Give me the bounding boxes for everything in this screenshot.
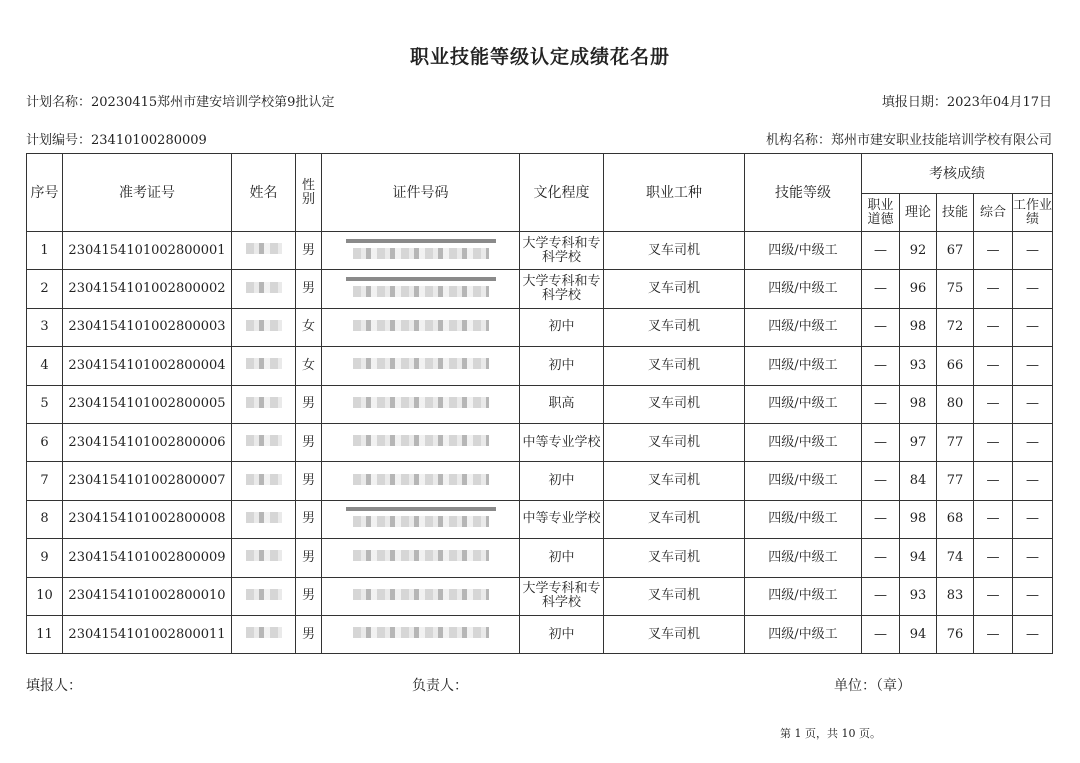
- cell-theory-score: 93: [900, 577, 937, 615]
- cell-theory-score: 96: [900, 270, 937, 308]
- redacted-name: [246, 550, 282, 561]
- header-exam-no: 准考证号: [63, 154, 232, 232]
- cell-name: [232, 423, 296, 461]
- cell-id-no: [322, 423, 520, 461]
- cell-name: [232, 500, 296, 538]
- cell-theory-score: 98: [900, 308, 937, 346]
- cell-ethics-score: —: [862, 462, 900, 500]
- table-row: [27, 232, 1053, 270]
- fill-date-value: 2023年04月17日: [946, 95, 1052, 110]
- table-row: [27, 385, 1053, 423]
- cell-gender: 男: [296, 270, 322, 308]
- cell-skill-score: 77: [937, 462, 974, 500]
- cell-skill-score: 83: [937, 577, 974, 615]
- footer-reporter: 填报人：: [26, 678, 82, 694]
- cell-ethics-score: —: [862, 500, 900, 538]
- cell-education: 初中: [520, 462, 604, 500]
- cell-comprehensive-score: —: [974, 500, 1013, 538]
- cell-name: [232, 615, 296, 653]
- table-row: [27, 308, 1053, 346]
- redacted-name: [246, 435, 282, 446]
- cell-occupation: 叉车司机: [604, 539, 745, 577]
- cell-seq: 5: [27, 385, 63, 423]
- cell-exam-no: 2304154101002800004: [63, 347, 232, 385]
- cell-education: 初中: [520, 308, 604, 346]
- redacted-id-number: [353, 550, 489, 561]
- header-education: 文化程度: [520, 154, 604, 232]
- cell-occupation: 叉车司机: [604, 308, 745, 346]
- cell-ethics-score: —: [862, 423, 900, 461]
- cell-seq: 11: [27, 615, 63, 653]
- cell-work-score: —: [1013, 539, 1053, 577]
- cell-occupation: 叉车司机: [604, 270, 745, 308]
- redacted-name: [246, 397, 282, 408]
- plan-name-label: 计划名称：: [26, 95, 92, 110]
- header-name: 姓名: [232, 154, 296, 232]
- cell-occupation: 叉车司机: [604, 232, 745, 270]
- cell-name: [232, 462, 296, 500]
- cell-skill-score: 80: [937, 385, 974, 423]
- cell-occupation: 叉车司机: [604, 423, 745, 461]
- table-row: [27, 577, 1053, 615]
- cell-skill-level: 四级/中级工: [745, 615, 862, 653]
- redacted-id-number: [353, 435, 489, 446]
- cell-comprehensive-score: —: [974, 347, 1013, 385]
- header-scores-group: 考核成绩: [862, 154, 1053, 194]
- cell-education: 中等专业学校: [520, 423, 604, 461]
- cell-theory-score: 94: [900, 539, 937, 577]
- header-seq: 序号: [27, 154, 63, 232]
- score-roster-table: [26, 153, 1053, 654]
- header-occupation: 职业工种: [604, 154, 745, 232]
- redacted-id-number: [353, 248, 489, 259]
- cell-id-no: [322, 270, 520, 308]
- cell-theory-score: 92: [900, 232, 937, 270]
- cell-exam-no: 2304154101002800009: [63, 539, 232, 577]
- cell-seq: 2: [27, 270, 63, 308]
- cell-work-score: —: [1013, 577, 1053, 615]
- cell-comprehensive-score: —: [974, 308, 1013, 346]
- redacted-name: [246, 474, 282, 485]
- cell-skill-score: 74: [937, 539, 974, 577]
- cell-comprehensive-score: —: [974, 539, 1013, 577]
- cell-gender: 女: [296, 347, 322, 385]
- cell-id-no: [322, 577, 520, 615]
- redacted-name: [246, 243, 282, 254]
- cell-skill-level: 四级/中级工: [745, 270, 862, 308]
- cell-skill-level: 四级/中级工: [745, 423, 862, 461]
- cell-education: 大学专科和专科学校: [520, 577, 604, 615]
- cell-theory-score: 98: [900, 500, 937, 538]
- cell-skill-level: 四级/中级工: [745, 385, 862, 423]
- cell-seq: 3: [27, 308, 63, 346]
- redacted-id-number: [353, 516, 489, 527]
- cell-gender: 男: [296, 232, 322, 270]
- cell-theory-score: 94: [900, 615, 937, 653]
- cell-skill-score: 67: [937, 232, 974, 270]
- table-row: [27, 347, 1053, 385]
- cell-skill-score: 68: [937, 500, 974, 538]
- redacted-id-number: [353, 320, 489, 331]
- header-ethics: 职业道德: [862, 194, 900, 232]
- cell-education: 初中: [520, 615, 604, 653]
- cell-work-score: —: [1013, 615, 1053, 653]
- cell-gender: 女: [296, 308, 322, 346]
- cell-gender: 男: [296, 385, 322, 423]
- cell-gender: 男: [296, 577, 322, 615]
- cell-theory-score: 84: [900, 462, 937, 500]
- header-skill: 技能: [937, 194, 974, 232]
- cell-skill-level: 四级/中级工: [745, 539, 862, 577]
- cell-skill-level: 四级/中级工: [745, 308, 862, 346]
- cell-exam-no: 2304154101002800002: [63, 270, 232, 308]
- footer-responsible: 负责人：: [412, 678, 468, 694]
- cell-ethics-score: —: [862, 577, 900, 615]
- cell-id-no: [322, 500, 520, 538]
- cell-name: [232, 232, 296, 270]
- cell-skill-score: 66: [937, 347, 974, 385]
- header-theory: 理论: [900, 194, 937, 232]
- cell-id-no: [322, 308, 520, 346]
- cell-seq: 10: [27, 577, 63, 615]
- table-row: [27, 539, 1053, 577]
- table-row: [27, 500, 1053, 538]
- cell-skill-level: 四级/中级工: [745, 577, 862, 615]
- cell-comprehensive-score: —: [974, 615, 1013, 653]
- cell-theory-score: 98: [900, 385, 937, 423]
- cell-gender: 男: [296, 462, 322, 500]
- redaction-bar: [346, 507, 496, 511]
- cell-work-score: —: [1013, 462, 1053, 500]
- institution: [766, 129, 1052, 148]
- institution-value: 郑州市建安职业技能培训学校有限公司: [830, 133, 1052, 148]
- cell-skill-score: 72: [937, 308, 974, 346]
- cell-id-no: [322, 347, 520, 385]
- cell-ethics-score: —: [862, 615, 900, 653]
- table-row: [27, 462, 1053, 500]
- cell-seq: 8: [27, 500, 63, 538]
- cell-gender: 男: [296, 539, 322, 577]
- cell-gender: 男: [296, 423, 322, 461]
- cell-work-score: —: [1013, 385, 1053, 423]
- cell-id-no: [322, 539, 520, 577]
- cell-id-no: [322, 462, 520, 500]
- cell-skill-level: 四级/中级工: [745, 232, 862, 270]
- fill-date: [882, 91, 1052, 110]
- institution-label: 机构名称：: [765, 133, 831, 148]
- header-gender: 性别: [296, 154, 322, 232]
- plan-number-value: 23410100280009: [91, 133, 207, 148]
- cell-gender: 男: [296, 500, 322, 538]
- cell-id-no: [322, 232, 520, 270]
- cell-comprehensive-score: —: [974, 385, 1013, 423]
- cell-education: 职高: [520, 385, 604, 423]
- cell-id-no: [322, 385, 520, 423]
- cell-exam-no: 2304154101002800001: [63, 232, 232, 270]
- cell-exam-no: 2304154101002800006: [63, 423, 232, 461]
- cell-ethics-score: —: [862, 232, 900, 270]
- cell-name: [232, 270, 296, 308]
- plan-number-label: 计划编号：: [26, 133, 92, 148]
- footer-unit-stamp: 单位：（章）: [834, 678, 911, 694]
- redacted-id-number: [353, 286, 489, 297]
- cell-ethics-score: —: [862, 347, 900, 385]
- cell-id-no: [322, 615, 520, 653]
- redacted-id-number: [353, 589, 489, 600]
- cell-comprehensive-score: —: [974, 577, 1013, 615]
- header-work-performance: 工作业绩: [1013, 194, 1053, 232]
- cell-occupation: 叉车司机: [604, 385, 745, 423]
- redacted-id-number: [353, 627, 489, 638]
- cell-name: [232, 347, 296, 385]
- header-id-no: 证件号码: [322, 154, 520, 232]
- cell-occupation: 叉车司机: [604, 462, 745, 500]
- cell-name: [232, 308, 296, 346]
- plan-name-value: 20230415郑州市建安培训学校第9批认定: [91, 95, 335, 110]
- cell-exam-no: 2304154101002800007: [63, 462, 232, 500]
- cell-education: 大学专科和专科学校: [520, 270, 604, 308]
- cell-exam-no: 2304154101002800008: [63, 500, 232, 538]
- cell-comprehensive-score: —: [974, 270, 1013, 308]
- cell-theory-score: 93: [900, 347, 937, 385]
- cell-work-score: —: [1013, 232, 1053, 270]
- cell-name: [232, 577, 296, 615]
- cell-seq: 4: [27, 347, 63, 385]
- header-comprehensive: 综合: [974, 194, 1013, 232]
- redacted-id-number: [353, 474, 489, 485]
- cell-ethics-score: —: [862, 308, 900, 346]
- cell-occupation: 叉车司机: [604, 347, 745, 385]
- cell-ethics-score: —: [862, 385, 900, 423]
- cell-ethics-score: —: [862, 270, 900, 308]
- document-title: 职业技能等级认定成绩花名册: [409, 46, 670, 68]
- cell-seq: 9: [27, 539, 63, 577]
- cell-gender: 男: [296, 615, 322, 653]
- cell-exam-no: 2304154101002800005: [63, 385, 232, 423]
- plan-number: [26, 129, 207, 148]
- table-row: [27, 423, 1053, 461]
- cell-occupation: 叉车司机: [604, 615, 745, 653]
- redaction-bar: [346, 239, 496, 243]
- cell-skill-level: 四级/中级工: [745, 462, 862, 500]
- cell-skill-score: 75: [937, 270, 974, 308]
- cell-comprehensive-score: —: [974, 232, 1013, 270]
- cell-education: 初中: [520, 347, 604, 385]
- pagination: 第 1 页，共 10 页。: [780, 727, 881, 740]
- cell-occupation: 叉车司机: [604, 500, 745, 538]
- cell-comprehensive-score: —: [974, 462, 1013, 500]
- cell-theory-score: 97: [900, 423, 937, 461]
- cell-work-score: —: [1013, 270, 1053, 308]
- redaction-bar: [346, 277, 496, 281]
- redacted-id-number: [353, 397, 489, 408]
- cell-work-score: —: [1013, 308, 1053, 346]
- cell-name: [232, 539, 296, 577]
- cell-seq: 1: [27, 232, 63, 270]
- cell-education: 大学专科和专科学校: [520, 232, 604, 270]
- cell-seq: 7: [27, 462, 63, 500]
- cell-skill-score: 76: [937, 615, 974, 653]
- redacted-name: [246, 320, 282, 331]
- redacted-name: [246, 627, 282, 638]
- redacted-name: [246, 589, 282, 600]
- redacted-name: [246, 358, 282, 369]
- header-skill-level: 技能等级: [745, 154, 862, 232]
- cell-work-score: —: [1013, 347, 1053, 385]
- plan-name: [26, 91, 334, 110]
- table-body: [27, 232, 1053, 654]
- redacted-name: [246, 282, 282, 293]
- cell-occupation: 叉车司机: [604, 577, 745, 615]
- cell-exam-no: 2304154101002800011: [63, 615, 232, 653]
- cell-seq: 6: [27, 423, 63, 461]
- cell-name: [232, 385, 296, 423]
- cell-education: 初中: [520, 539, 604, 577]
- cell-skill-level: 四级/中级工: [745, 500, 862, 538]
- cell-skill-level: 四级/中级工: [745, 347, 862, 385]
- table-row: [27, 270, 1053, 308]
- cell-work-score: —: [1013, 423, 1053, 461]
- redacted-id-number: [353, 358, 489, 369]
- cell-exam-no: 2304154101002800003: [63, 308, 232, 346]
- cell-exam-no: 2304154101002800010: [63, 577, 232, 615]
- cell-ethics-score: —: [862, 539, 900, 577]
- table-row: [27, 615, 1053, 653]
- cell-comprehensive-score: —: [974, 423, 1013, 461]
- redacted-name: [246, 512, 282, 523]
- fill-date-label: 填报日期：: [881, 95, 947, 110]
- cell-education: 中等专业学校: [520, 500, 604, 538]
- cell-skill-score: 77: [937, 423, 974, 461]
- cell-work-score: —: [1013, 500, 1053, 538]
